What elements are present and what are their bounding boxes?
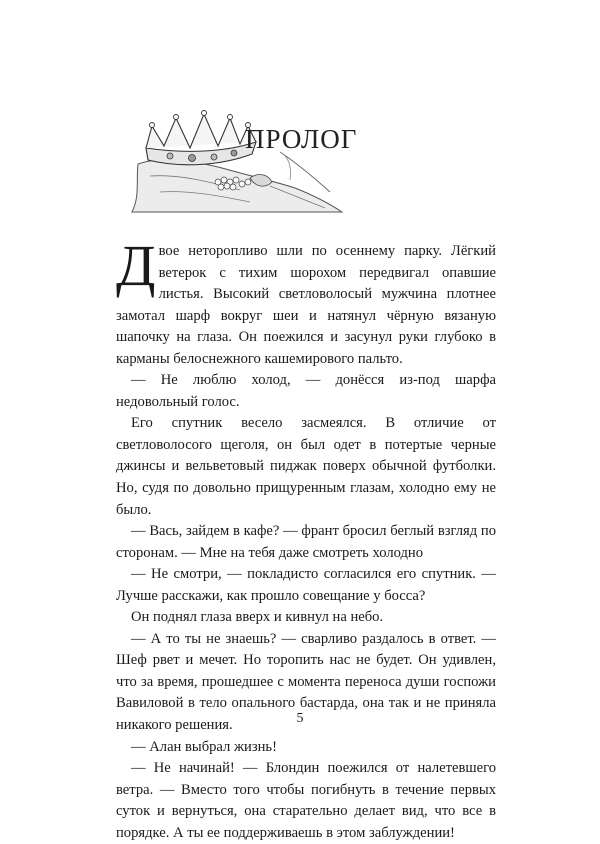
paragraph: Он поднял глаза вверх и кивнул на небо. bbox=[131, 609, 384, 626]
paragraph-text: вое неторопливо шли по осеннему парку. Лёгкий ветерок с тихим шорохом передвигал опавшие листья. Высокий светловолосый мужчина плотнее замотал шарф вокруг шеи и натянул чёрную вязаную шапочку на глаза. Он поежился и засунул руки глубоко в карманы белоснежного кашемирового пальто. bbox=[116, 243, 496, 367]
paragraph: — Не начинай! — Блондин поежился от налетевшего ветра. — Вместо того чтобы погибнуть в течение первых суток и вернуться, она старательно делает вид, что все в порядке. А ты ее поддерживаешь в этом заблуждении! bbox=[116, 760, 496, 841]
body-text bbox=[116, 233, 496, 844]
paragraph bbox=[116, 233, 496, 370]
paragraph: Его спутник весело засмеялся. В отличие от светловолосого щеголя, он был одет в потертые черные джинсы и вельветовый пиджак поверх обычной футболки. Но, судя по довольно прищуренным глазам, холодно ему не было. bbox=[116, 415, 496, 518]
drop-cap: Д bbox=[116, 233, 156, 298]
paragraph: — Не люблю холод, — донёсся из-под шарфа недовольный голос. bbox=[116, 372, 496, 410]
paragraph: — Не смотри, — покладисто согласился его спутник. — Лучше расскажи, как прошло совещание у босса? bbox=[116, 566, 496, 604]
paragraph: — Вась, зайдем в кафе? — франт бросил беглый взгляд по сторонам. — Мне на тебя даже смотреть холодно bbox=[116, 523, 496, 561]
paragraph: — Алан выбрал жизнь! bbox=[131, 738, 277, 755]
crown-on-cloth-illustration-icon bbox=[130, 96, 350, 216]
cloth-drape bbox=[132, 160, 342, 212]
paragraph: — А то ты не знаешь? — сварливо раздалось в ответ. — Шеф рвет и мечет. Но торопить нас не будет. Он удивлен, что за время, прошедшее с момента переноса души госпожи Вавиловой в тело опального бастарда, она так и не приняла никакого решения. bbox=[116, 630, 496, 734]
chapter-title: ПРОЛОГ bbox=[245, 124, 358, 154]
page-number: 5 bbox=[296, 711, 304, 726]
